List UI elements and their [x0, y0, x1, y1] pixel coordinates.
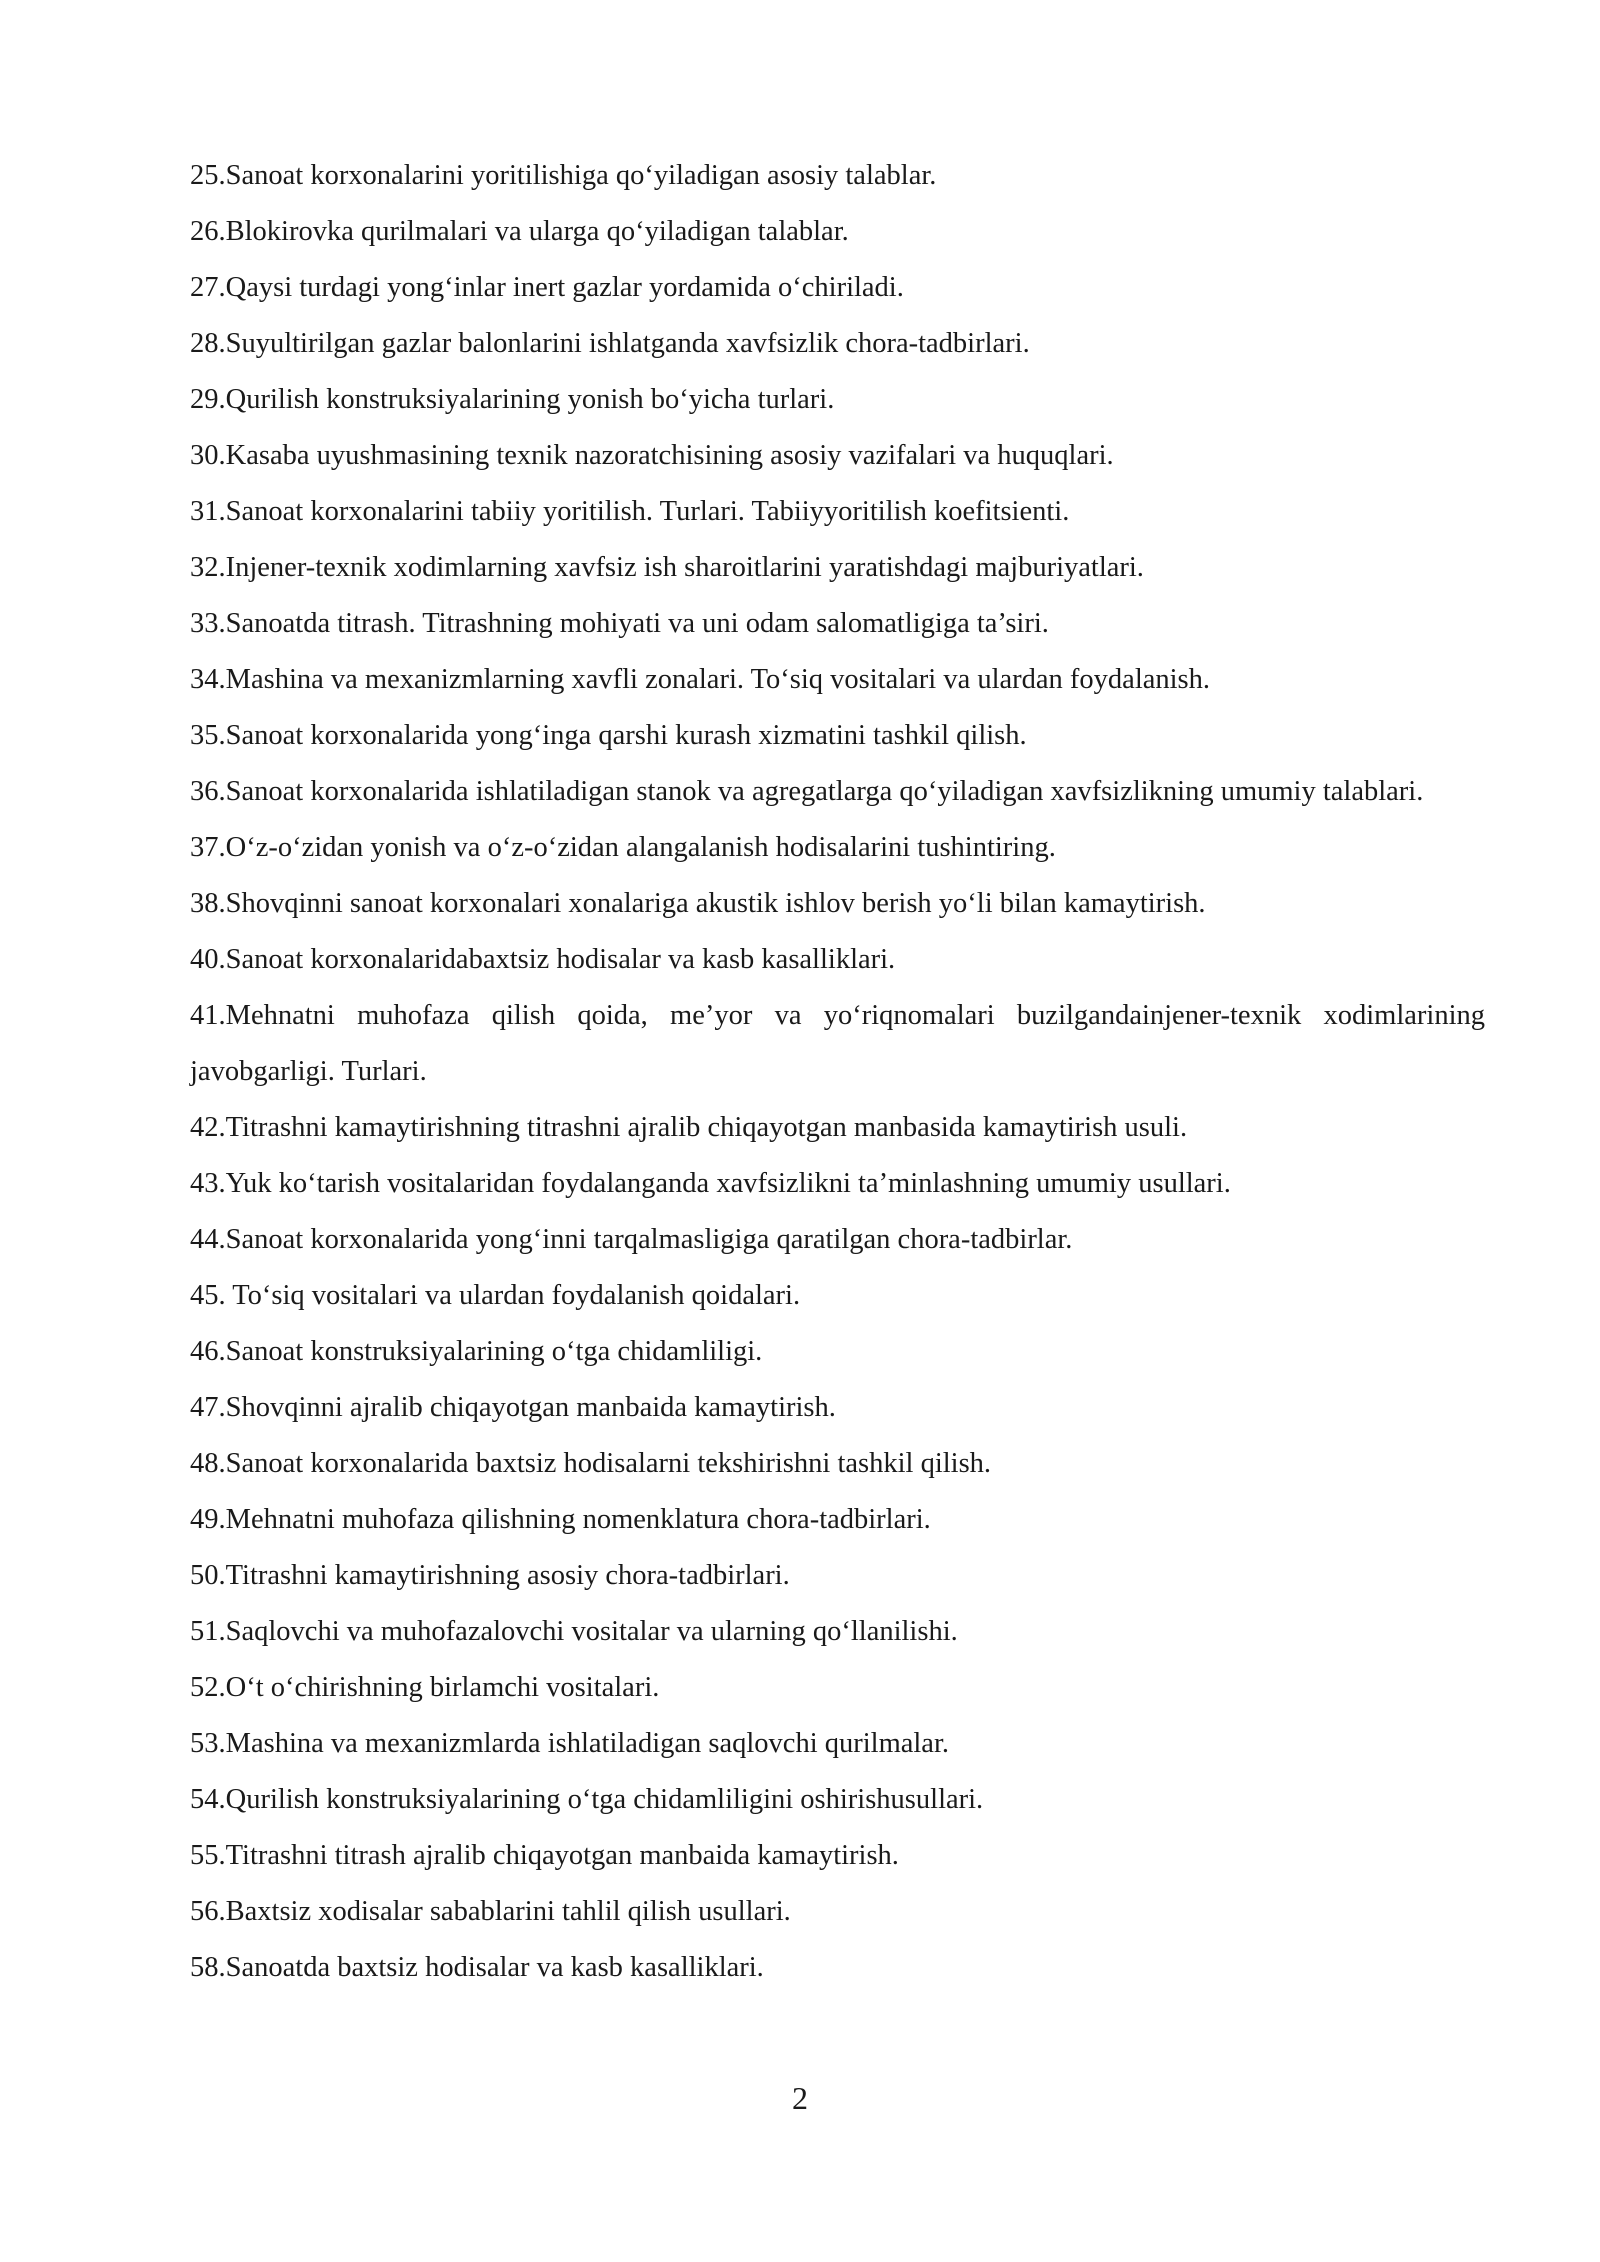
list-item: 43.Yuk ko‘tarish vositalaridan foydalanganda xavfsizlikni ta’minlashning umumiy usullari.: [190, 1168, 1231, 1199]
list-item: 54.Qurilish konstruksiyalarining o‘tga chidamliligini oshirishusullari.: [190, 1784, 984, 1815]
list-item: 53.Mashina va mexanizmlarda ishlatiladigan saqlovchi qurilmalar.: [190, 1728, 949, 1759]
list-item: 46.Sanoat konstruksiyalarining o‘tga chidamliligi.: [190, 1336, 763, 1367]
list-item: 55.Titrashni titrash ajralib chiqayotgan manbaida kamaytirish.: [190, 1840, 899, 1871]
question-list: [190, 148, 1485, 1996]
list-item: 31.Sanoat korxonalarini tabiiy yoritilish. Turlari. Tabiiyyoritilish koefitsienti.: [190, 496, 1070, 527]
list-item: 32.Injener-texnik xodimlarning xavfsiz ish sharoitlarini yaratishdagi majburiyatlari.: [190, 552, 1144, 583]
list-item: 49.Mehnatni muhofaza qilishning nomenklatura chora-tadbirlari.: [190, 1504, 931, 1535]
list-item: 34.Mashina va mexanizmlarning xavfli zonalari. To‘siq vositalari va ulardan foydalanish.: [190, 664, 1211, 695]
list-item: 58.Sanoatda baxtsiz hodisalar va kasb kasalliklari.: [190, 1952, 764, 1983]
list-item: 30.Kasaba uyushmasining texnik nazoratchisining asosiy vazifalari va huquqlari.: [190, 440, 1114, 471]
list-item: 27.Qaysi turdagi yong‘inlar inert gazlar yordamida o‘chiriladi.: [190, 272, 904, 303]
list-item: 52.O‘t o‘chirishning birlamchi vositalari.: [190, 1672, 660, 1703]
list-item: 35.Sanoat korxonalarida yong‘inga qarshi kurash xizmatini tashkil qilish.: [190, 720, 1027, 751]
list-item: 37.O‘z-o‘zidan yonish va o‘z-o‘zidan alangalanish hodisalarini tushintiring.: [190, 832, 1056, 863]
page-number: 2: [792, 2080, 808, 2116]
list-item: 56.Baxtsiz xodisalar sabablarini tahlil qilish usullari.: [190, 1896, 791, 1927]
list-item: 29.Qurilish konstruksiyalarining yonish bo‘yicha turlari.: [190, 384, 835, 415]
list-item: 38.Shovqinni sanoat korxonalari xonalariga akustik ishlov berish yo‘li bilan kamaytirish.: [190, 888, 1206, 919]
list-item: 41.Mehnatni muhofaza qilish qoida, me’yor va yo‘riqnomalari buzilgandainjener-texnik xodimlarining javobgarligi. Turlari.: [190, 1000, 1485, 1087]
list-item: 47.Shovqinni ajralib chiqayotgan manbaida kamaytirish.: [190, 1392, 836, 1423]
list-item: 42.Titrashni kamaytirishning titrashni ajralib chiqayotgan manbasida kamaytirish usuli.: [190, 1112, 1188, 1143]
list-item: 50.Titrashni kamaytirishning asosiy chora-tadbirlari.: [190, 1560, 790, 1591]
list-item: 36.Sanoat korxonalarida ishlatiladigan stanok va agregatlarga qo‘yiladigan xavfsizlikning umumiy talablari.: [190, 776, 1424, 807]
list-item: 40.Sanoat korxonalaridabaxtsiz hodisalar va kasb kasalliklari.: [190, 944, 896, 975]
list-item: 28.Suyultirilgan gazlar balonlarini ishlatganda xavfsizlik chora-tadbirlari.: [190, 328, 1030, 359]
list-item: 33.Sanoatda titrash. Titrashning mohiyati va uni odam salomatligiga ta’siri.: [190, 608, 1049, 639]
list-item: 25.Sanoat korxonalarini yoritilishiga qo‘yiladigan asosiy talablar.: [190, 160, 937, 191]
list-item: 26.Blokirovka qurilmalari va ularga qo‘yiladigan talablar.: [190, 216, 849, 247]
list-item: 48.Sanoat korxonalarida baxtsiz hodisalarni tekshirishni tashkil qilish.: [190, 1448, 992, 1479]
list-item: 44.Sanoat korxonalarida yong‘inni tarqalmasligiga qaratilgan chora-tadbirlar.: [190, 1224, 1073, 1255]
list-item: 51.Saqlovchi va muhofazalovchi vositalar va ularning qo‘llanilishi.: [190, 1616, 958, 1647]
list-item: 45. To‘siq vositalari va ulardan foydalanish qoidalari.: [190, 1280, 801, 1311]
